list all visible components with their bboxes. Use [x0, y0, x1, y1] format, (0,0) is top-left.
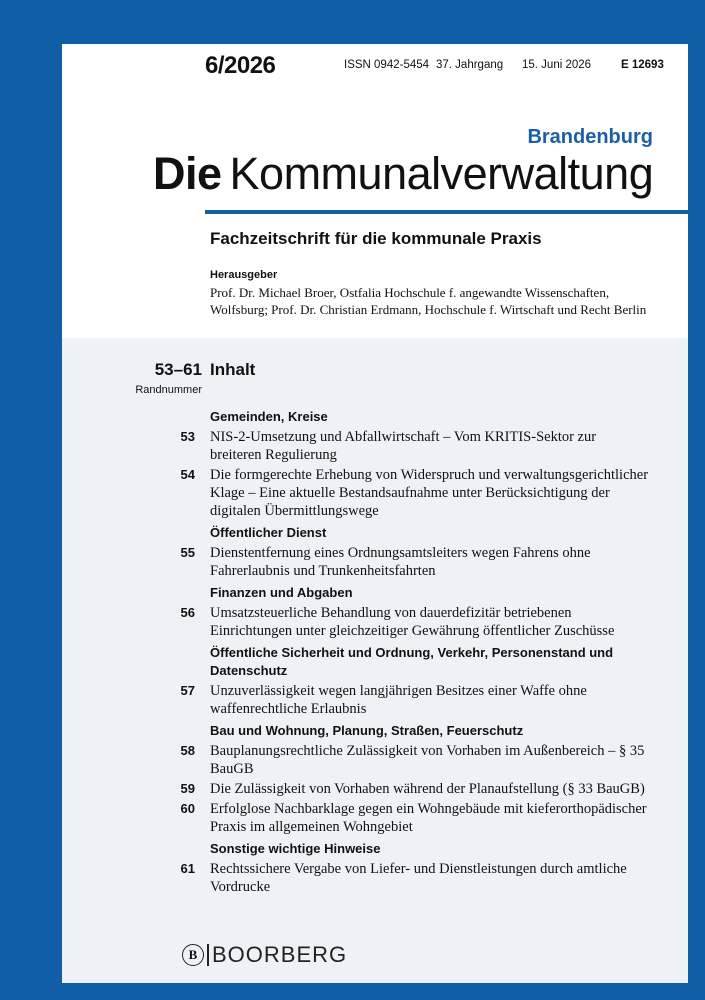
margin-number-label: Randnummer: [135, 384, 202, 396]
section-title: Sonstige wichtige Hinweise: [210, 841, 381, 856]
journal-subtitle: Fachzeitschrift für die kommunale Praxis: [210, 229, 542, 248]
title-rule: [205, 210, 688, 214]
entry-number: 57: [180, 683, 195, 698]
entry-number: 54: [180, 467, 195, 482]
region-label: Brandenburg: [527, 126, 653, 148]
entry-title: NIS-2-Umsetzung und Abfallwirtschaft – Vom KRITIS-Sektor zur breiteren Regulierung: [210, 429, 597, 463]
journal-title-die: Die: [153, 148, 222, 199]
toc-entry[interactable]: [62, 682, 688, 718]
editors-text: Prof. Dr. Michael Broer, Ostfalia Hochschule f. angewandte Wissenschaften, Wolfsburg; Prof. Dr. Christian Erdmann, Hochschule f. Wirtschaft und Recht Berlin: [210, 285, 647, 317]
frame-top: [0, 0, 705, 44]
frame-right: [688, 0, 705, 1000]
issue-number: 6/2026: [205, 52, 276, 79]
toc-entry[interactable]: [62, 428, 688, 464]
section-title: Bau und Wohnung, Planung, Straßen, Feuerschutz: [210, 723, 524, 738]
margin-number-range: 53–61: [154, 360, 202, 379]
cover-page: [62, 44, 688, 983]
frame-bottom: [0, 983, 705, 1000]
entry-title: Rechtssichere Vergabe von Liefer- und Dienstleistungen durch amtliche Vordrucke: [210, 861, 627, 895]
entry-number: 61: [180, 861, 195, 876]
issue-date: 15. Juni 2026: [522, 59, 592, 71]
toc-entry[interactable]: [62, 860, 688, 896]
entry-title: Dienstentfernung eines Ordnungsamtsleiters wegen Fahrens ohne Fahrerlaubnis und Trunkenheitsfahrten: [210, 545, 591, 579]
publisher-name: BOORBERG: [212, 942, 348, 967]
toc-entry[interactable]: [62, 466, 688, 520]
entry-number: 53: [180, 429, 195, 444]
postal-code: E 12693: [621, 59, 664, 71]
toc-entry[interactable]: [62, 544, 688, 580]
publisher-seal-icon: B: [182, 944, 204, 966]
toc-entry[interactable]: [62, 742, 688, 778]
table-of-contents: [62, 404, 688, 898]
entry-number: 58: [180, 743, 195, 758]
volume: 37. Jahrgang: [436, 59, 504, 71]
journal-title: [153, 148, 653, 200]
entry-number: 60: [180, 801, 195, 816]
section-title: Öffentliche Sicherheit und Ordnung, Verkehr, Personenstand und Datenschutz: [210, 645, 614, 678]
frame-left: [0, 0, 62, 1000]
toc-entry[interactable]: [62, 800, 688, 836]
issn: ISSN 0942-5454: [344, 59, 430, 71]
journal-title-main: Kommunalverwaltung: [229, 148, 654, 199]
entry-title: Unzuverlässigkeit wegen langjährigen Besitzes einer Waffe ohne waffenrechtliche Erlaubnis: [210, 683, 587, 717]
entry-title: Umsatzsteuerliche Behandlung von dauerdefizitär betriebenen Einrichtungen unter gleichzeitiger Gewährung öffentlicher Zuschüsse: [210, 605, 615, 639]
section-title: Finanzen und Abgaben: [210, 585, 353, 600]
entry-number: 55: [180, 545, 195, 560]
entry-title: Die formgerechte Erhebung von Widerspruch und verwaltungsgerichtlicher Klage – Eine aktuelle Bestandsaufnahme unter Berücksichtigung der digitalen Übermittlungswege: [210, 467, 649, 519]
entry-title: Erfolglose Nachbarklage gegen ein Wohngebäude mit kieferorthopädischer Praxis im allgemeinen Wohngebiet: [210, 801, 647, 835]
section-title: Öffentlicher Dienst: [210, 525, 327, 540]
entry-number: 59: [180, 781, 195, 796]
editors-label: Herausgeber: [210, 269, 278, 281]
toc-entry[interactable]: [62, 604, 688, 640]
logo-divider: [207, 944, 209, 966]
masthead: [62, 52, 688, 82]
section-title: Gemeinden, Kreise: [210, 409, 328, 424]
entry-title: Bauplanungsrechtliche Zulässigkeit von Vorhaben im Außenbereich – § 35 BauGB: [210, 743, 645, 777]
toc-entry[interactable]: [62, 780, 688, 798]
entry-title: Die Zulässigkeit von Vorhaben während der Planaufstellung (§ 33 BauGB): [210, 781, 645, 797]
entry-number: 56: [180, 605, 195, 620]
contents-heading: Inhalt: [210, 360, 256, 379]
publisher-logo: [182, 942, 382, 968]
